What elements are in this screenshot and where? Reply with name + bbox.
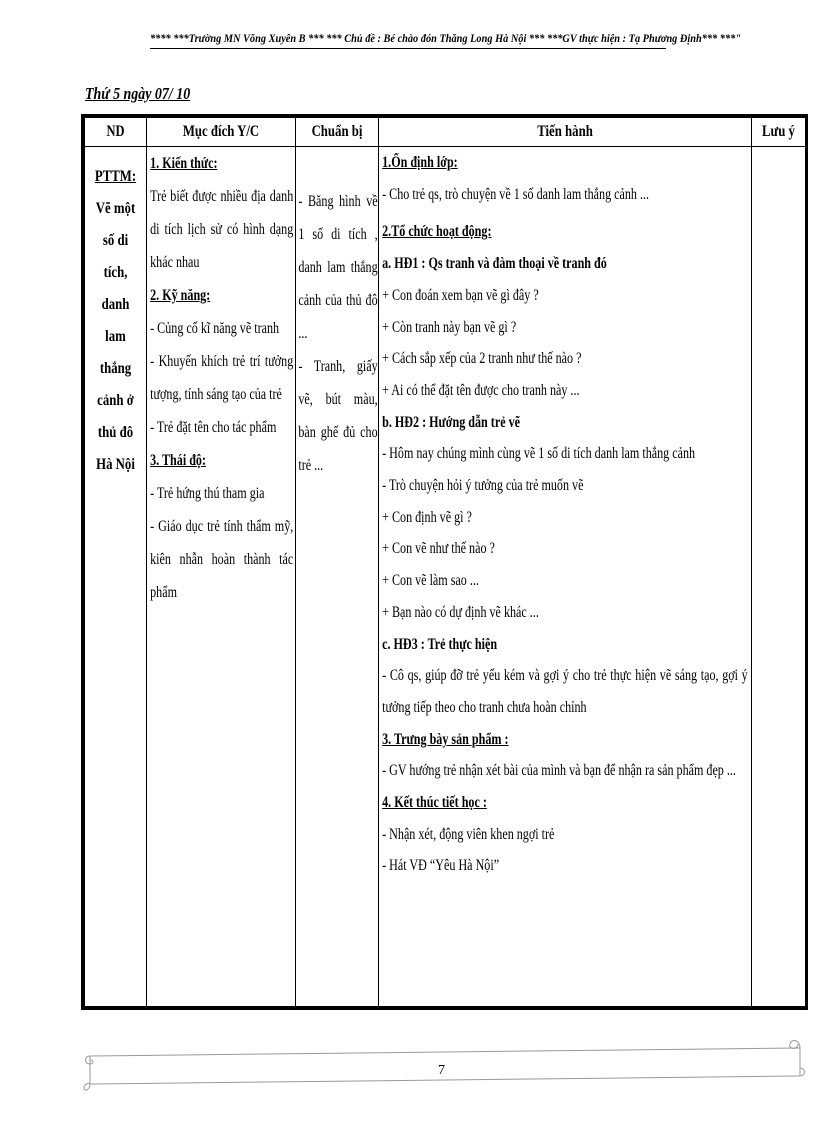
page-number: 7 bbox=[438, 1063, 445, 1078]
muc-heading-2: 2. Kỹ năng: bbox=[150, 287, 211, 304]
col-chuan-bi: Chuẩn bị bbox=[296, 118, 379, 147]
col-muc-dich: Mục đích Y/C bbox=[147, 118, 296, 147]
tien-line: - Hát VĐ “Yêu Hà Nội” bbox=[382, 857, 500, 875]
chuan-text: - Tranh, giấy vẽ, bút màu, bàn ghế đủ cho trẻ ... bbox=[298, 358, 378, 474]
tien-line: - Cho trẻ qs, trò chuyện về 1 số danh lam thắng cảnh ... bbox=[382, 185, 650, 203]
nd-line: thắng bbox=[99, 360, 132, 377]
muc-text: - Trẻ đặt tên cho tác phẩm bbox=[150, 419, 277, 436]
tien-line: - GV hướng trẻ nhận xét bài của mình và bạn để nhận ra sản phẩm đẹp ... bbox=[382, 762, 736, 780]
cell-tien-hanh bbox=[379, 147, 752, 1007]
nd-line: Vẽ một bbox=[95, 200, 136, 217]
col-luu-y: Lưu ý bbox=[752, 118, 806, 147]
nd-line: lam bbox=[105, 328, 126, 345]
tien-line: + Con vẽ như thế nào ? bbox=[382, 540, 495, 558]
nd-title: PTTM: bbox=[94, 168, 137, 185]
cell-nd bbox=[85, 147, 147, 1007]
tien-activity-a: a. HĐ1 : Qs tranh và đàm thoại về tranh đó bbox=[382, 255, 607, 273]
table-row bbox=[85, 147, 806, 1007]
cell-muc-dich bbox=[147, 147, 296, 1007]
scroll-frame bbox=[82, 1034, 808, 1094]
col-nd: ND bbox=[85, 118, 147, 147]
muc-text: - Khuyến khích trẻ trí tưởng tượng, tính sáng tạo của trẻ bbox=[150, 353, 294, 403]
chuan-text: - Băng hình về 1 số di tích , danh lam thắng cảnh của thủ đô ... bbox=[298, 193, 378, 342]
tien-line: + Ai có thể đặt tên được cho tranh này ... bbox=[382, 381, 580, 399]
nd-line: số di bbox=[102, 232, 129, 249]
tien-line: + Con định vẽ gì ? bbox=[382, 508, 472, 526]
tien-heading-2: 2.Tổ chức hoạt động: bbox=[382, 223, 492, 241]
tien-heading-3: 3. Trưng bày sản phẩm : bbox=[382, 730, 509, 748]
scroll-footer bbox=[82, 1034, 808, 1094]
muc-text: - Giáo dục trẻ tính thẩm mỹ, kiên nhẫn hoàn thành tác phẩm bbox=[150, 518, 294, 601]
tien-line: + Con đoán xem bạn vẽ gì đây ? bbox=[382, 286, 539, 304]
tien-activity-b: b. HĐ2 : Hướng dẫn trẻ vẽ bbox=[382, 413, 520, 431]
muc-heading-3: 3. Thái độ: bbox=[150, 452, 207, 469]
tien-line: + Bạn nào có dự định vẽ khác ... bbox=[382, 603, 539, 621]
nd-line: tích, bbox=[103, 264, 128, 281]
tien-line: - Nhận xét, động viên khen ngợi trẻ bbox=[382, 825, 555, 843]
tien-line: - Hôm nay chúng mình cùng vẽ 1 số di tích danh lam thắng cảnh bbox=[382, 445, 696, 463]
nd-line: thủ đô bbox=[97, 424, 134, 441]
tien-line: + Con vẽ làm sao ... bbox=[382, 572, 479, 590]
tien-line: + Cách sắp xếp của 2 tranh như thế nào ? bbox=[382, 350, 582, 368]
tien-activity-c: c. HĐ3 : Trẻ thực hiện bbox=[382, 635, 498, 653]
cell-chuan-bi bbox=[296, 147, 379, 1007]
col-tien-hanh: Tiến hành bbox=[379, 118, 752, 147]
tien-line: - Cô qs, giúp đỡ trẻ yếu kém và gợi ý cho trẻ thực hiện vẽ sáng tạo, gợi ý tưởng tiếp theo cho tranh chưa hoàn chỉnh bbox=[382, 667, 748, 716]
tien-line: + Còn tranh này bạn vẽ gì ? bbox=[382, 318, 517, 336]
page-header: **** ***Trường MN Võng Xuyên B *** *** Chủ đề : Bé chào đón Thăng Long Hà Nội *** ***GV thực hiện : Tạ Phương Định*** ***" bbox=[150, 31, 666, 49]
table-header-row bbox=[85, 118, 806, 147]
cell-luu-y bbox=[752, 147, 806, 1007]
lesson-date: Thứ 5 ngày 07/ 10 bbox=[85, 84, 191, 103]
muc-text: Trẻ biết được nhiều địa danh di tích lịch sử có hình dạng khác nhau bbox=[150, 188, 294, 271]
tien-heading-1: 1.Ổn định lớp: bbox=[382, 154, 458, 171]
tien-line: - Trò chuyện hỏi ý tưởng của trẻ muốn vẽ bbox=[382, 477, 584, 495]
lesson-table bbox=[81, 114, 808, 1010]
muc-text: - Củng cố kĩ năng vẽ tranh bbox=[150, 320, 280, 337]
tien-heading-4: 4. Kết thúc tiết học : bbox=[382, 794, 487, 812]
nd-line: cảnh ở bbox=[97, 392, 134, 409]
muc-text: - Trẻ hứng thú tham gia bbox=[150, 485, 265, 502]
muc-heading-1: 1. Kiến thức: bbox=[150, 155, 218, 172]
nd-line: Hà Nội bbox=[96, 456, 135, 473]
nd-line: danh bbox=[101, 296, 130, 313]
